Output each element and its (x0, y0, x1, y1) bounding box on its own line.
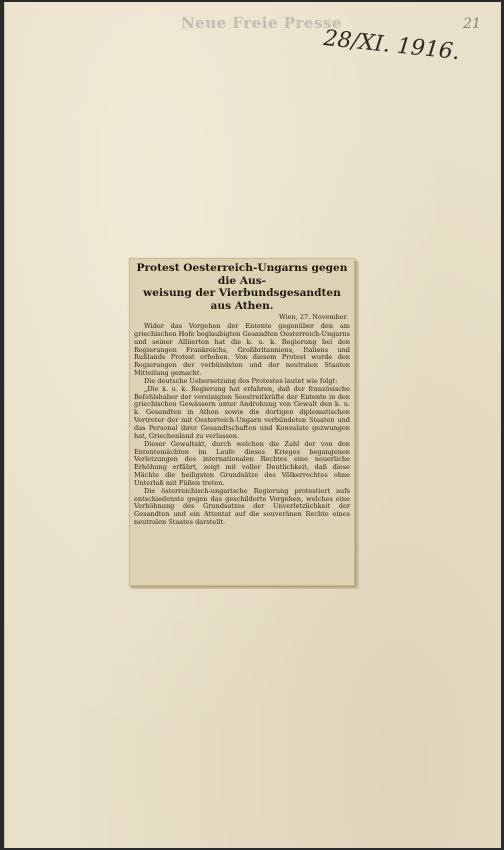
article-paragraph: Die österreichisch-ungarische Regierung protestiert aufs entschiedenste gegen das geschilderte Vorgehen, welches eine Verhöhnung des Grundsatzes der Unverletzlichkeit der Gesandten und ein Attentat auf die souveränen Rechte eines neutralen Staates darstellt. (134, 486, 350, 527)
newspaper-clipping (129, 258, 355, 586)
headline-line-1: Protest Oesterreich-Ungarns gegen die Aus- (136, 262, 348, 287)
article-dateline: Wien, 27. November. (279, 313, 348, 321)
newspaper-stamp: Neue Freie Presse (181, 14, 342, 32)
article-headline (134, 262, 350, 312)
article-paragraph: Dieser Gewaltakt, durch welchen die Zahl der von den Ententemächten im Laufe dieses Krieges begangenen Verletzungen des internationalen Rechtes eine neuerliche Erhöhung erfährt, zeigt mit voller Deutlichkeit, daß diese Mächte die heiligsten Grundsätze des Völkerrechtes ohne Unterlaß mit Füßen treten. (134, 439, 350, 487)
headline-line-2: weisung der Vierbundsgesandten aus Athen. (143, 287, 341, 312)
handwritten-date: 28/XI. 1916. (322, 26, 461, 66)
article-paragraph: Wider das Vorgehen der Entente gegenüber den am griechischen Hofe beglaubigten Gesandten Oesterreich-Ungarns und seiner Alliierten hat die k. u. k. Regierung bei den Regierungen Frankreichs, Großbritanniens, Italiens und Rußlands Protest erhoben. Von diesem Protest wurde den Regierungen der verbündeten und der neutralen Staaten Mitteilung gemacht. (134, 322, 350, 378)
article-paragraph: Die deutsche Uebersetzung des Protestes lautet wie folgt: (144, 376, 338, 385)
article-paragraph: „Die k. u. k. Regierung hat erfahren, daß der französische Befehlshaber der vereinigten Seestreitkräfte der Entente in den griechischen Gewässern unter Androhung von Gewalt den k. u. k. Gesandten in Athen sowie die dortigen diplomatischen Vertreter der mit Oesterreich-Ungarn verbündeten Staaten und das Personal ihrer Gesandtschaften und Konsulate gezwungen hat, Griechenland zu verlassen. (134, 384, 350, 440)
handwritten-page-number: 21 (463, 16, 481, 32)
